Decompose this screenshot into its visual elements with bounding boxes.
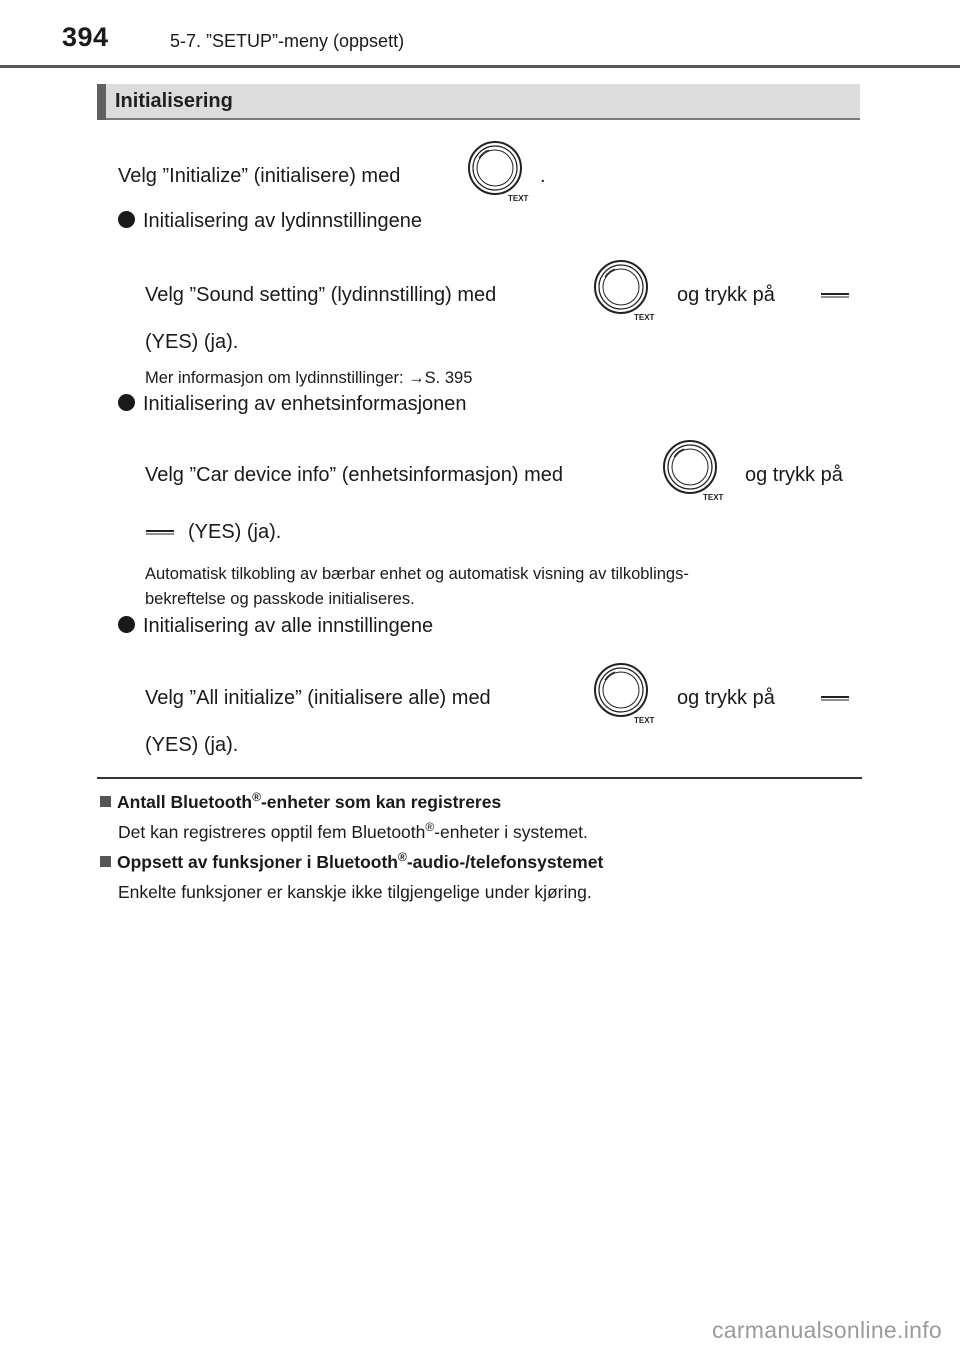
tune-knob-icon — [465, 138, 531, 204]
bullet-heading-device: Initialisering av enhetsinformasjonen — [118, 393, 467, 416]
intro-text: Velg ”Initialize” (initialisere) med — [118, 165, 401, 187]
tune-knob-icon — [591, 257, 661, 323]
svg-text:TEXT: TEXT — [703, 493, 724, 502]
bullet-dot — [118, 211, 135, 228]
all-step-text-2: (YES) (ja). — [145, 734, 239, 756]
bullet-dot — [118, 616, 135, 633]
bullet-heading-all: Initialisering av alle innstillingene — [118, 615, 433, 638]
tune-knob-icon — [660, 437, 730, 503]
section-title: Initialisering — [115, 90, 233, 112]
svg-text:TEXT: TEXT — [508, 194, 529, 203]
device-note-line-2: bekreftelse og passkode initialiseres. — [145, 590, 415, 608]
chapter-title: 5-7. ”SETUP”-meny (oppsett) — [170, 31, 405, 51]
watermark: carmanualsonline.info — [711, 1317, 942, 1343]
section-heading-bar — [97, 84, 860, 120]
sound-step-text-2: (YES) (ja). — [145, 331, 239, 353]
page-number: 394 — [62, 22, 109, 52]
button-icon — [818, 689, 852, 707]
header-divider — [0, 65, 960, 68]
sound-reference: Mer informasjon om lydinnstillinger: →S. 395 — [145, 369, 473, 387]
sound-step-text: Velg ”Sound setting” (lydinnstilling) med — [145, 284, 497, 306]
button-icon — [818, 286, 852, 304]
button-icon — [143, 523, 177, 541]
section-accent — [97, 84, 106, 120]
note-heading-bluetooth-setup: Oppsett av funksjoner i Bluetooth®-audio-/telefonsystemet — [100, 852, 603, 873]
device-step-end: og trykk på — [745, 464, 843, 486]
intro-end: . — [540, 165, 546, 187]
bullet-heading-sound: Initialisering av lydinnstillingene — [118, 210, 422, 233]
svg-text:TEXT: TEXT — [634, 716, 655, 725]
note-heading-bluetooth-count: Antall Bluetooth®-enheter som kan registreres — [100, 792, 501, 813]
square-bullet-icon — [100, 796, 111, 807]
all-step-end: og trykk på — [677, 687, 775, 709]
svg-text:TEXT: TEXT — [634, 313, 655, 322]
device-step-text-2: (YES) (ja). — [188, 521, 282, 543]
notes-divider — [97, 777, 862, 779]
device-note-line-1: Automatisk tilkobling av bærbar enhet og automatisk visning av tilkoblings- — [145, 565, 689, 583]
device-step-text: Velg ”Car device info” (enhetsinformasjon) med — [145, 464, 563, 486]
square-bullet-icon — [100, 856, 111, 867]
all-step-text: Velg ”All initialize” (initialisere alle) med — [145, 687, 491, 709]
tune-knob-icon — [591, 660, 661, 726]
bullet-dot — [118, 394, 135, 411]
sound-step-end: og trykk på — [677, 284, 775, 306]
note-body-bluetooth-count: Det kan registreres opptil fem Bluetooth®-enheter i systemet. — [118, 820, 588, 842]
note-body-bluetooth-setup: Enkelte funksjoner er kanskje ikke tilgjengelige under kjøring. — [118, 882, 592, 902]
